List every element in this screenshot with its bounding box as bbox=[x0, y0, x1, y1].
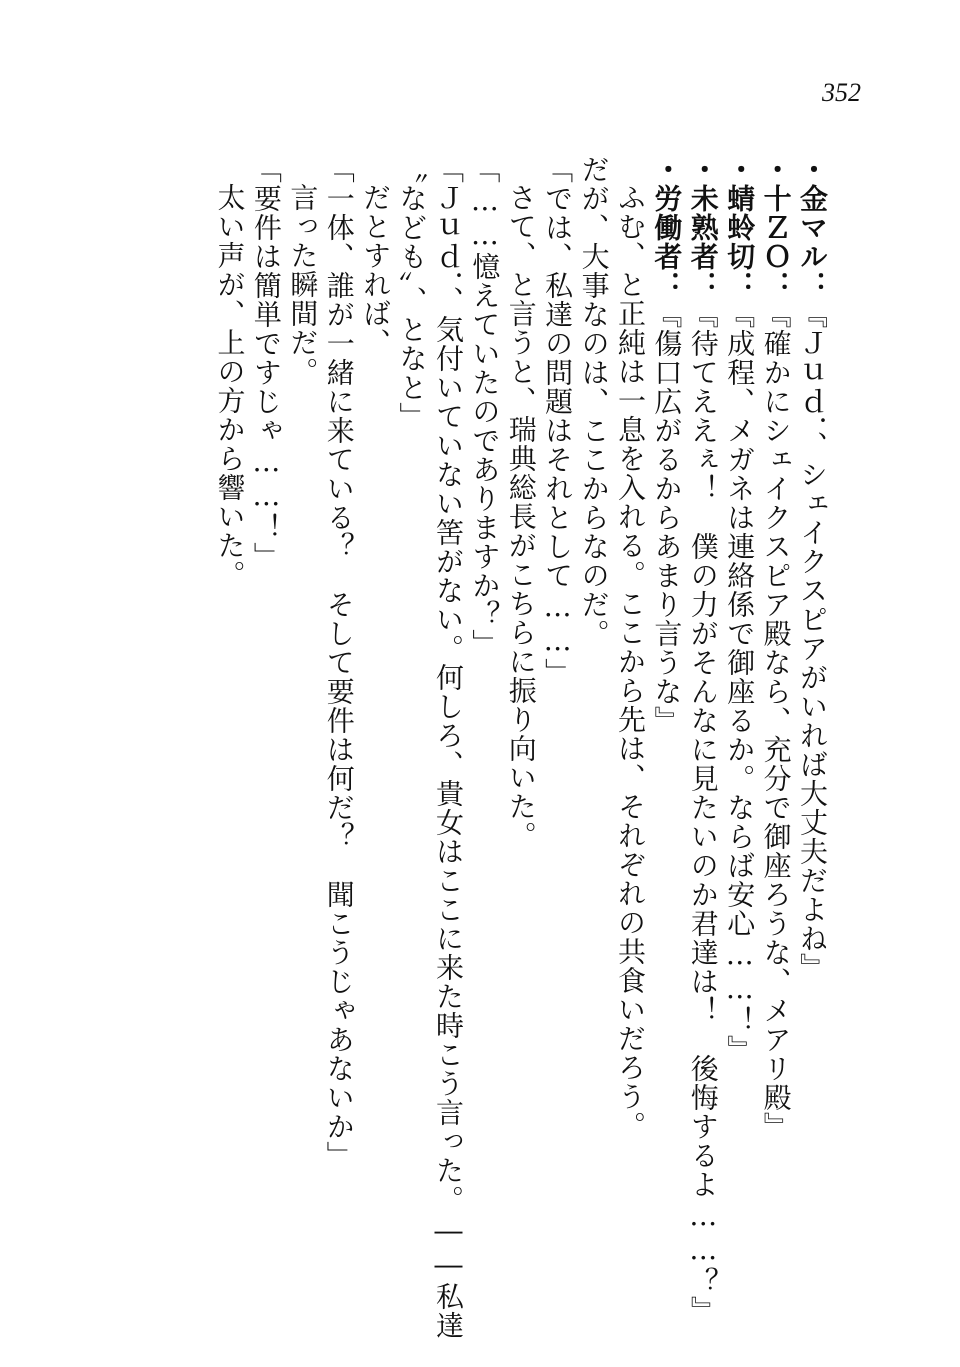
dialogue: 『傷口広がるからあまり言うな』 bbox=[650, 300, 684, 735]
dialogue: 『Ｊｕｄ．、シェイクスピアがいれば大丈夫だよね』 bbox=[796, 300, 829, 982]
dialogue: 〝なども〟、となと」 bbox=[395, 155, 429, 431]
text-line bbox=[684, 155, 720, 1325]
text-line bbox=[211, 155, 247, 1305]
narration: 言った瞬間だ。 bbox=[286, 183, 320, 386]
text-line bbox=[466, 155, 502, 1305]
speaker-name: ・十ＺＯ： bbox=[759, 155, 793, 300]
text-line bbox=[502, 155, 538, 1305]
text-line bbox=[357, 155, 393, 1305]
dialogue: 「では、私達の問題はそれとして……」 bbox=[541, 155, 575, 687]
dialogue: 「Ｊｕｄ．、気付いていない筈がない。何しろ、貴女はここに来た時こう言った。――私達 bbox=[431, 155, 465, 1340]
text-line bbox=[320, 155, 356, 1305]
speaker-name: ・未熟者： bbox=[686, 155, 720, 300]
dialogue: 『待てええぇ！ 僕の力がそんなに見たいのか君達は！ 後悔するよ……？』 bbox=[686, 300, 720, 1325]
text-line bbox=[612, 155, 648, 1305]
narration: だが、大事なのは、ここからなのだ。 bbox=[577, 155, 611, 648]
text-line bbox=[539, 155, 575, 1305]
narration: ふむ、と正純は一息を入れる。ここから先は、それぞれの共食いだろう。 bbox=[613, 183, 647, 1140]
narration: だとすれば、 bbox=[359, 183, 393, 357]
dialogue: 『成程、メガネは連絡係で御座るか。ならば安心……！』 bbox=[723, 300, 757, 1064]
text-line bbox=[430, 155, 466, 1340]
dialogue: 「要件は簡単ですじゃ……！」 bbox=[249, 155, 283, 571]
narration: 太い声が、上の方から響いた。 bbox=[213, 183, 247, 589]
text-line bbox=[393, 155, 429, 1305]
text-line bbox=[575, 155, 611, 1305]
page-number: 352 bbox=[822, 78, 861, 107]
vertical-text-body bbox=[90, 155, 830, 1340]
text-line bbox=[794, 155, 830, 1305]
dialogue: 『確かにシェイクスピア殿なら、充分で御座ろうな、メアリ殿』 bbox=[759, 300, 793, 1141]
text-line bbox=[757, 155, 793, 1305]
text-line bbox=[284, 155, 320, 1305]
dialogue: 「一体、誰が一緒に来ている？ そして要件は何だ？ 聞こうじゃあないか」 bbox=[322, 155, 356, 1170]
narration: さて、と言うと、瑞典総長がこちらに振り向いた。 bbox=[504, 183, 538, 850]
speaker-name: ・金マル： bbox=[796, 155, 829, 300]
text-line bbox=[248, 155, 284, 1305]
speaker-name: ・労働者： bbox=[650, 155, 684, 300]
text-line bbox=[648, 155, 684, 1305]
dialogue: 「……憶えていたのでありますか？」 bbox=[468, 155, 502, 658]
speaker-name: ・蜻蛉切： bbox=[723, 155, 757, 300]
text-line bbox=[721, 155, 757, 1305]
